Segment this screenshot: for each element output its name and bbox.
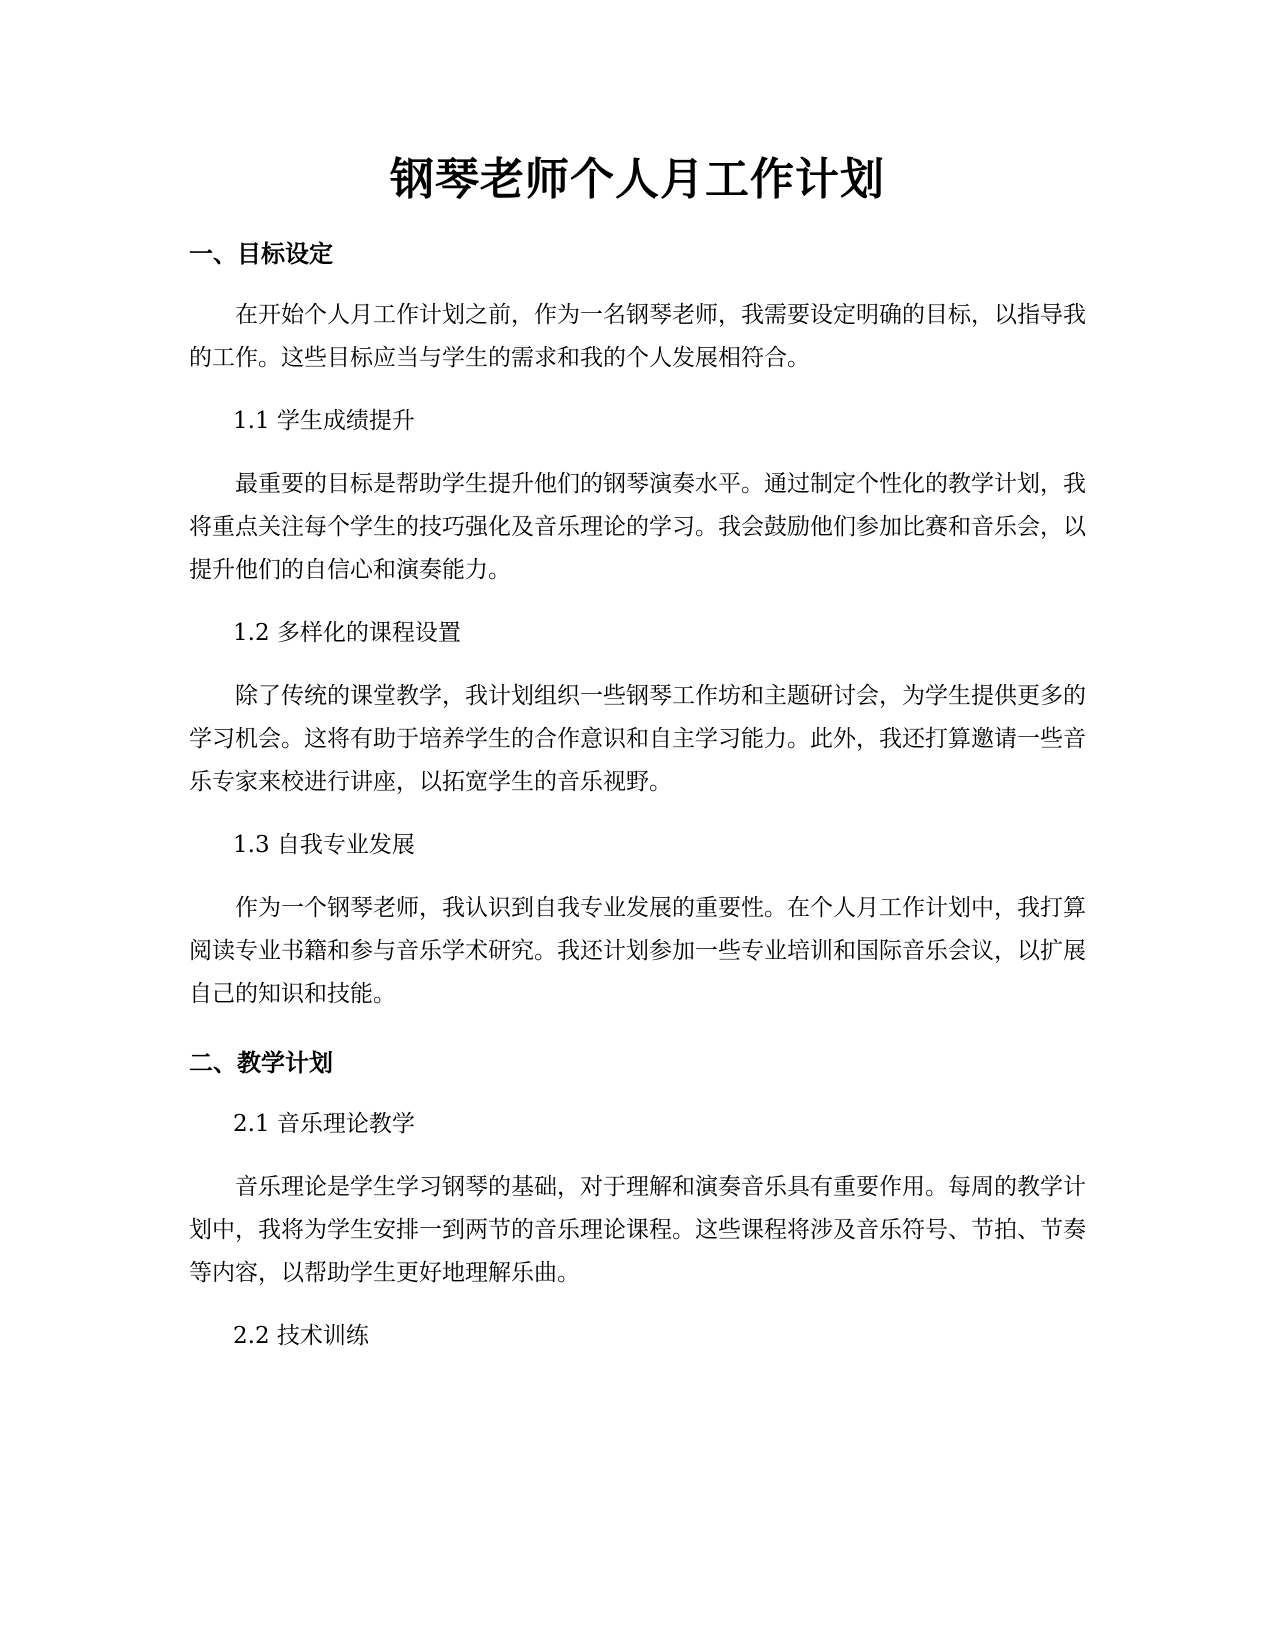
subsection-paragraph-1-3: 作为一个钢琴老师，我认识到自我专业发展的重要性。在个人月工作计划中，我打算阅读专业书籍和参与音乐学术研究。我还计划参加一些专业培训和国际音乐会议，以扩展自己的知识和技能。 — [189, 895, 1086, 1007]
subsection-heading-1-3: 1.3 自我专业发展 — [233, 832, 415, 858]
section-intro-paragraph: 在开始个人月工作计划之前，作为一名钢琴老师，我需要设定明确的目标，以指导我的工作。这些目标应当与学生的需求和我的个人发展相符合。 — [189, 302, 1086, 371]
subsection-heading-1-1: 1.1 学生成绩提升 — [233, 408, 415, 434]
subsection-heading-1-2: 1.2 多样化的课程设置 — [233, 620, 461, 646]
subsection-heading-2-2: 2.2 技术训练 — [233, 1323, 369, 1349]
section-heading-teaching-plan: 二、教学计划 — [189, 1049, 333, 1077]
subsection-paragraph-2-1: 音乐理论是学生学习钢琴的基础，对于理解和演奏音乐具有重要作用。每周的教学计划中，我将为学生安排一到两节的音乐理论课程。这些课程将涉及音乐符号、节拍、节奏等内容，以帮助学生更好地理解乐曲。 — [189, 1174, 1086, 1286]
subsection-heading-2-1: 2.1 音乐理论教学 — [233, 1111, 415, 1137]
section-heading-goals: 一、目标设定 — [189, 240, 333, 268]
document-body — [189, 148, 1086, 1358]
subsection-paragraph-1-2: 除了传统的课堂教学，我计划组织一些钢琴工作坊和主题研讨会，为学生提供更多的学习机会。这将有助于培养学生的合作意识和自主学习能力。此外，我还打算邀请一些音乐专家来校进行讲座，以拓宽学生的音乐视野。 — [189, 683, 1086, 795]
document-title: 钢琴老师个人月工作计划 — [390, 154, 885, 205]
subsection-paragraph-1-1: 最重要的目标是帮助学生提升他们的钢琴演奏水平。通过制定个性化的教学计划，我将重点关注每个学生的技巧强化及音乐理论的学习。我会鼓励他们参加比赛和音乐会，以提升他们的自信心和演奏能力。 — [189, 471, 1086, 583]
